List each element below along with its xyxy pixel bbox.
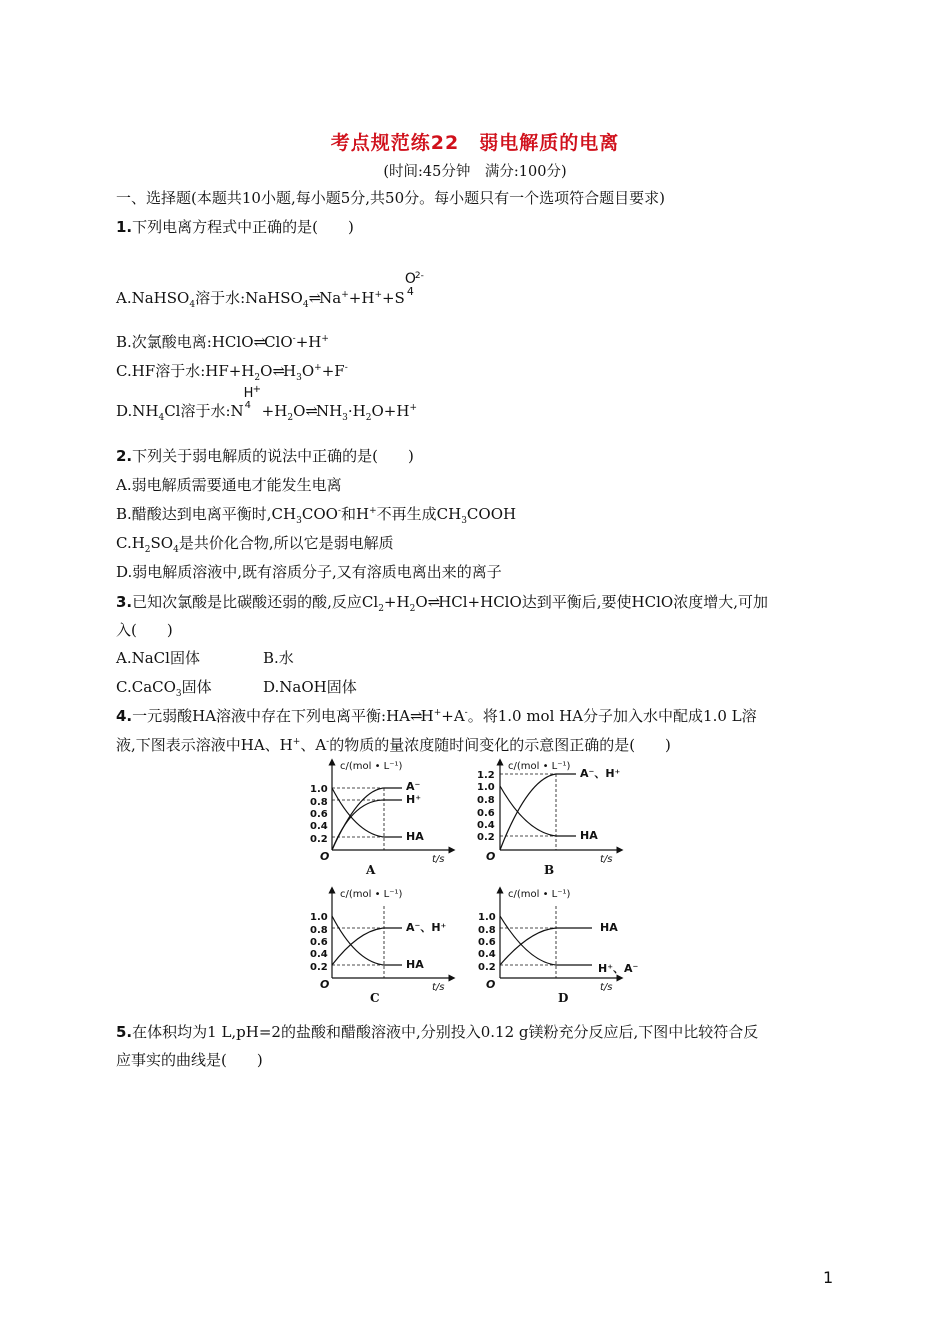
curve-a-minus xyxy=(332,788,402,850)
sulfate-ion-formula: O 2- 4 xyxy=(404,271,424,298)
graph-d xyxy=(472,886,639,1006)
x-axis-label: t/s xyxy=(432,854,445,865)
question-number: 2. xyxy=(116,447,133,465)
tick-label: 1.0 xyxy=(310,784,328,795)
tick-label: 0.4 xyxy=(310,949,328,960)
tick-label: 0.2 xyxy=(310,834,328,845)
question-5: 5.在体积均为1 L,pH=2的盐酸和醋酸溶液中,分别投入0.12 g镁粉充分反应后,下图中比较符合反 xyxy=(116,1023,759,1041)
curve-h-plus xyxy=(332,800,402,850)
q2-option-a: A.弱电解质需要通电才能发生电离 xyxy=(116,476,342,494)
tick-label: 0.8 xyxy=(477,795,495,806)
x-axis-label: t/s xyxy=(600,854,613,865)
section-heading: 一、选择题(本题共10小题,每小题5分,共50分。每小题只有一个选项符合题目要求) xyxy=(116,189,665,207)
series-label: HA xyxy=(580,829,598,842)
question-4: 4.一元弱酸HA溶液中存在下列电离平衡:HA⇌H++A-。将1.0 mol HA分子加入水中配成1.0 L溶 xyxy=(116,707,757,725)
tick-label: 0.4 xyxy=(478,949,496,960)
question-stem: 下列关于弱电解质的说法中正确的是( ) xyxy=(132,447,414,465)
q3-option-b: B.水 xyxy=(263,649,294,667)
curve-ha xyxy=(332,916,402,965)
q3-option-c: C.CaCO$_3$固体 xyxy=(116,678,212,699)
exam-info: (时间:45分钟 满分:100分) xyxy=(383,164,567,180)
series-label: HA xyxy=(600,921,618,934)
curve-ha xyxy=(500,786,576,836)
q1-option-a: A.NaHSO$_4$溶于水:NaHSO$_4$⇌Na++H++S O 2- 4 xyxy=(116,283,427,308)
graph-a xyxy=(304,758,464,878)
question-5-cont: 应事实的曲线是( ) xyxy=(116,1051,263,1069)
question-stem: 下列电离方程式中正确的是( ) xyxy=(132,218,354,236)
x-axis-label: t/s xyxy=(600,982,613,993)
series-label: A⁻ xyxy=(406,780,421,793)
tick-label: 1.0 xyxy=(478,912,496,923)
curve-ha xyxy=(500,928,592,965)
q2-option-d: D.弱电解质溶液中,既有溶质分子,又有溶质电离出来的离子 xyxy=(116,563,502,581)
q2-option-c: $C.H_2SO_4$是共价化合物,所以它是弱电解质 xyxy=(116,534,394,555)
series-label: HA xyxy=(406,830,424,843)
y-axis-label: c/(mol • L⁻¹) xyxy=(340,761,403,772)
tick-label: 0.2 xyxy=(478,962,496,973)
q2-option-b: B.醋酸达到电离平衡时$,CH_3COO^-$和H+不再生成$CH_3COOH$ xyxy=(116,505,517,526)
question-4-cont: 液,下图表示溶液中HA、H+、A-的物质的量浓度随时间变化的示意图正确的是( ) xyxy=(116,736,671,754)
tick-label: 0.6 xyxy=(477,808,495,819)
series-label: HA xyxy=(406,958,424,971)
graph-name: C xyxy=(370,991,380,1005)
y-axis-label: c/(mol • L⁻¹) xyxy=(508,761,571,772)
q1-option-d: $D.NH_4Cl$溶于水:N H + 4 $+H_2O\rightleftharpoons NH_3\cdot H_2O+H^+$ xyxy=(116,384,417,423)
tick-label: 1.0 xyxy=(310,912,328,923)
tick-label: 1.0 xyxy=(477,782,495,793)
graph-name: A xyxy=(366,863,376,877)
origin-label: O xyxy=(486,978,496,991)
origin-label: O xyxy=(320,850,330,863)
question-3: 3.已知次氯酸是比碳酸还弱的酸,反应$Cl_2+H_2O\rightleftharpoons HCl+HClO$达到平衡后,要使HClO浓度增大,可加 xyxy=(116,593,768,614)
graph-c xyxy=(304,886,464,1006)
question-number: 3. xyxy=(116,593,133,611)
q1-option-b: B.次氯酸电离:HClO⇌ClO-+H+ xyxy=(116,333,329,351)
page-title: 考点规范练22 弱电解质的电离 xyxy=(330,132,620,154)
ammonium-ion-formula: H + 4 xyxy=(243,384,262,411)
tick-label: 0.8 xyxy=(310,797,328,808)
page-number: 1 xyxy=(823,1268,834,1287)
q1-option-c: C.HF溶于水$:HF+H_2O\rightleftharpoons H_3O^++F^-$ xyxy=(116,362,348,383)
origin-label: O xyxy=(486,850,496,863)
tick-label: 0.4 xyxy=(310,821,328,832)
curve-a-h xyxy=(500,774,576,850)
question-2 xyxy=(116,446,414,466)
tick-label: 0.6 xyxy=(478,937,496,948)
curve-h-a xyxy=(500,916,592,965)
y-axis-label: c/(mol • L⁻¹) xyxy=(508,889,571,900)
question-number: 5. xyxy=(116,1023,133,1041)
graph-name: D xyxy=(558,991,569,1005)
tick-label: 0.6 xyxy=(310,937,328,948)
series-label: A⁻、H⁺ xyxy=(580,767,621,780)
tick-label: 0.4 xyxy=(477,820,495,831)
equilibrium-arrow: ⇌ xyxy=(308,289,320,307)
x-axis-label: t/s xyxy=(432,982,445,993)
graph-name: B xyxy=(544,863,555,877)
series-label: H⁺、A⁻ xyxy=(598,962,639,975)
series-label: H⁺ xyxy=(406,793,422,806)
tick-label: 0.8 xyxy=(310,925,328,936)
series-label: A⁻、H⁺ xyxy=(406,921,447,934)
question-number: 1. xyxy=(116,218,133,236)
graph-b xyxy=(472,758,632,878)
tick-label: 1.2 xyxy=(477,770,495,781)
tick-label: 0.6 xyxy=(310,809,328,820)
tick-label: 0.2 xyxy=(477,832,495,843)
y-axis-label: c/(mol • L⁻¹) xyxy=(340,889,403,900)
question-3-cont: 入( ) xyxy=(116,621,173,639)
tick-label: 0.2 xyxy=(310,962,328,973)
q3-option-a: A.NaCl固体 xyxy=(116,649,200,667)
q3-option-d: D.NaOH固体 xyxy=(263,678,357,696)
tick-label: 0.8 xyxy=(478,925,496,936)
origin-label: O xyxy=(320,978,330,991)
question-1 xyxy=(116,217,354,237)
question-number: 4. xyxy=(116,707,133,725)
